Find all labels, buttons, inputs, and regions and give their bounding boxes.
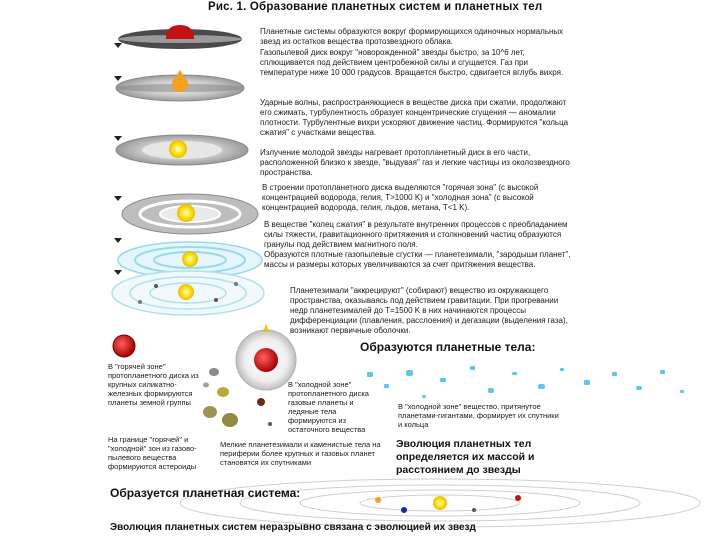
yellow-star (169, 140, 187, 158)
planet (401, 507, 407, 513)
ice-fragment (538, 384, 545, 389)
sun-ray (263, 324, 269, 332)
header-planet-bodies: Образуются планетные тела: (360, 340, 536, 354)
ice-fragment (422, 395, 426, 398)
caption-hot-zone: В "горячей зоне" протопланетного диска из крупных силикатно-железных формируются планеты земной группы (108, 362, 199, 407)
ice-fragment (384, 384, 389, 388)
red-protostar (166, 25, 194, 39)
disk-stage-6 (112, 271, 264, 315)
orange-star (172, 76, 188, 92)
evolution-note: Эволюция планетных тел определяется их массой и расстоянием до звезды (396, 438, 535, 476)
central-star (433, 496, 447, 510)
arrow-icon (114, 270, 122, 275)
caption-giants: В "холодной зоне" вещество, притянутое планетами-гигантами, формирует их спутники и кольца (398, 402, 559, 429)
paragraph-1: Планетные системы образуются вокруг формирующихся одиночных нормальных звезд из остатков вещества протозвездного облака. (260, 27, 564, 46)
disk-stage-4 (122, 194, 258, 234)
ice-fragment (584, 380, 590, 385)
paragraph-2: Газопылевой диск вокруг "новорожденной" звезды быстро, за 10^6 лет, сплющивается под действием центробежной силы и сгущается. Газ при температуре ниже 10 000 градусов. Вращается быстро, сдвигается вглубь вихря. (260, 48, 564, 77)
ice-fragment (612, 372, 617, 376)
ice-fragment (470, 366, 475, 370)
arrow-icon (114, 76, 122, 81)
arrow-icon (114, 238, 122, 243)
asteroid (203, 383, 209, 388)
arrow-icon (114, 43, 122, 48)
disk-stage-3 (116, 135, 248, 165)
figure-title: Рис. 1. Образование планетных систем и планетных тел (208, 1, 543, 13)
stage-arrows (114, 43, 122, 275)
asteroid (209, 368, 219, 376)
ice-fragment (440, 378, 446, 382)
disk-stage-2 (116, 70, 244, 101)
caption-cold-zone: В "холодной зоне" протопланетного диска газовые планеты и ледяные тела формируются из остаточного вещества (288, 380, 369, 434)
star-spike (176, 70, 184, 76)
arrow-icon (114, 196, 122, 201)
arrow-icon (114, 136, 122, 141)
footer-note: Эволюция планетных систем неразрывно связана с эволюцией их звезд (110, 522, 476, 533)
paragraph-8: Планетезимали "аккрецируют" (собирают) вещество из окружающего пространства, оказываясь под действием гравитации. При прогревании недр планетезималей до T=1500 K в них начинаются процессы дифференциации (плавления, расслоения) и дегазации (выделения газа), возникают первичные оболочки. (290, 286, 568, 335)
terrestrial-planet (113, 335, 135, 357)
ice-fragment (660, 370, 665, 374)
planetesimal (234, 282, 238, 286)
ice-bodies (367, 366, 684, 398)
paragraph-6: В веществе "колец сжатия" в результате внутренних процессов с преобладанием силы тяжести, гравитационного притяжения и столкновений частиц образуются гранулы под действием магнитного поля. (264, 220, 568, 249)
yellow-star (177, 204, 195, 222)
paragraph-3: Ударные волны, распространяющиеся в веществе диска при сжатии, продолжают его сжимать, турбулентность образует концентрические сгущения — аномалии плотности. Турбулентные вихри ускоряют движение частиц. Формируются "кольца сжатия" с участками вещества. (260, 98, 569, 137)
planet (472, 508, 476, 512)
ice-fragment (512, 372, 517, 375)
ice-fragment (680, 390, 684, 393)
red-planet (113, 335, 135, 357)
paragraph-4: Излучение молодой звезды нагревает протопланетный диск в его части, расположенной близко к звезде, "выдувая" газ и легкие частицы из околозвездного пространства. (260, 148, 570, 177)
planet (375, 497, 381, 503)
disk-stage-1 (118, 25, 242, 49)
ice-fragment (636, 386, 642, 390)
ice-fragment (488, 388, 494, 393)
yellow-star (178, 284, 194, 300)
planet (515, 495, 521, 501)
small-moon (268, 422, 272, 426)
planetesimal (214, 298, 218, 302)
asteroid (203, 406, 217, 418)
ice-fragment (367, 372, 373, 377)
giant-planet (236, 324, 296, 390)
asteroid (217, 387, 229, 397)
paragraph-5: В строении протопланетного диска выделяются "горячая зона" (с высокой концентрацией водорода, гелия, T>1000 K) и "холодная зона" (с высокой концентрацией водорода, гелия, льдов, метана, T<1 K). (262, 183, 539, 212)
ice-fragment (406, 370, 413, 376)
ice-fragment (560, 368, 564, 371)
planetesimal (138, 300, 142, 304)
paragraph-7: Образуются плотные газопылевые сгустки — планетезимали, "зародыши планет", массы и размеры которых увеличиваются за счет притяжения вещества. (264, 250, 571, 269)
red-core (254, 348, 278, 372)
yellow-star (182, 251, 198, 267)
caption-small-bodies: Мелкие планетезимали и каменистые тела на периферии более крупных и газовых планет становятся их спутниками (220, 440, 381, 467)
header-planet-system: Образуется планетная система: (110, 486, 301, 500)
asteroid (222, 413, 238, 427)
planetesimal (154, 284, 158, 288)
caption-border-zone: На границе "горячей" и "холодной" зон из газово-пылевого вещества формируются астероиды (108, 435, 197, 471)
small-moon (257, 398, 265, 406)
